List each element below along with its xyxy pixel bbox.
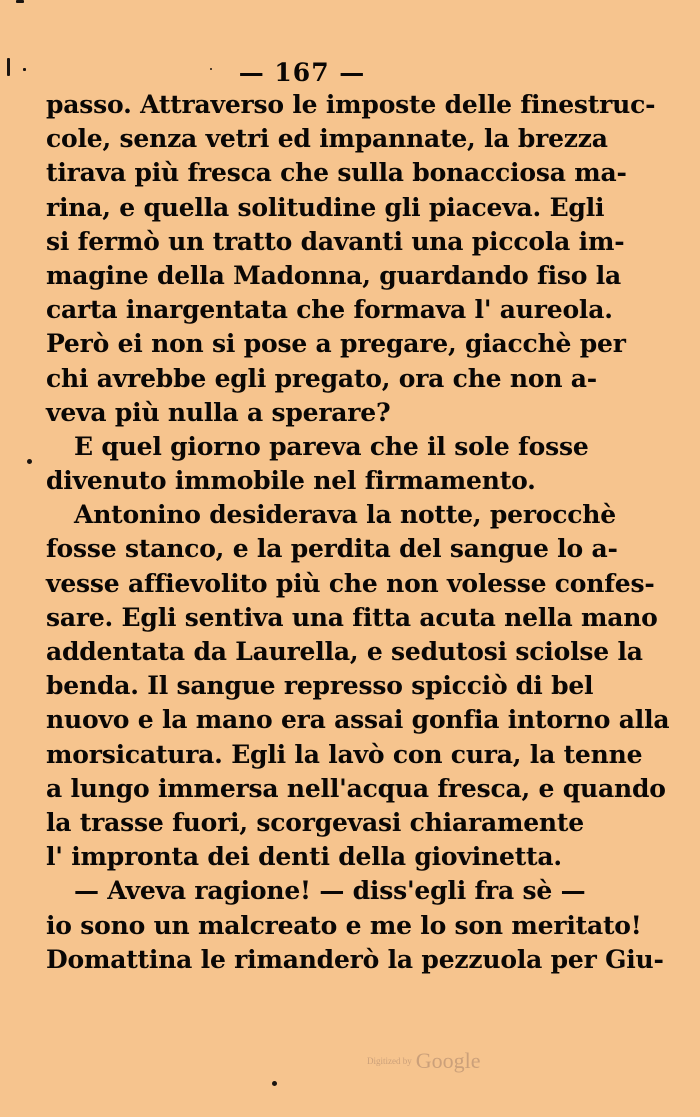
scan-speck <box>7 58 10 76</box>
text-line: chi avrebbe egli pregato, ora che non a- <box>46 363 597 393</box>
text-line: io sono un malcreato e me lo son meritato! <box>46 910 642 940</box>
text-line: — Aveva ragione! — diss'egli fra sè — <box>74 876 586 906</box>
text-line: Antonino desiderava la notte, perocchè <box>74 500 616 530</box>
text-line: veva più nulla a sperare? <box>46 397 391 427</box>
text-line: divenuto immobile nel firmamento. <box>46 466 536 496</box>
text-line: rina, e quella solitudine gli piaceva. Egli <box>46 192 605 222</box>
scan-speck <box>210 68 212 70</box>
text-line: l' impronta dei denti della giovinetta. <box>46 842 562 872</box>
text-line: a lungo immersa nell'acqua fresca, e quando <box>46 773 666 803</box>
watermark-brand: Google <box>415 1048 481 1073</box>
scan-speck <box>27 459 32 464</box>
text-line: sare. Egli sentiva una fitta acuta nella mano <box>46 602 658 632</box>
scan-speck <box>16 0 24 3</box>
text-line: vesse affievolito più che non volesse confes- <box>46 568 655 598</box>
page-number: — 167 — <box>238 58 366 87</box>
scan-speck <box>272 1081 277 1086</box>
text-line: addentata da Laurella, e sedutosi sciolse la <box>46 637 643 666</box>
watermark-prefix: Digitized by <box>367 1056 412 1066</box>
text-line: nuovo e la mano era assai gonfia intorno alla <box>46 705 670 735</box>
text-line: passo. Attraverso le imposte delle finestruc- <box>46 90 656 119</box>
text-line: si fermò un tratto davanti una piccola im- <box>46 226 625 256</box>
scan-speck <box>23 68 26 71</box>
text-line: la trasse fuori, scorgevasi chiaramente <box>46 807 584 837</box>
text-line: tirava più fresca che sulla bonacciosa ma- <box>46 158 627 188</box>
body-text <box>46 88 670 977</box>
text-line: cole, senza vetri ed impannate, la brezza <box>46 124 608 154</box>
text-line: Domattina le rimanderò la pezzuola per Giu- <box>46 944 664 974</box>
text-line: carta inargentata che formava l' aureola. <box>46 295 613 325</box>
google-watermark <box>367 1048 481 1074</box>
text-line: Però ei non si pose a pregare, giacchè per <box>46 329 626 359</box>
text-line: fosse stanco, e la perdita del sangue lo a- <box>46 534 618 564</box>
text-line: morsicatura. Egli la lavò con cura, la tenne <box>46 739 643 769</box>
text-line: benda. Il sangue represso spicciò di bel <box>46 671 594 701</box>
text-line: magine della Madonna, guardando fiso la <box>46 260 622 290</box>
text-line: E quel giorno pareva che il sole fosse <box>74 431 589 461</box>
